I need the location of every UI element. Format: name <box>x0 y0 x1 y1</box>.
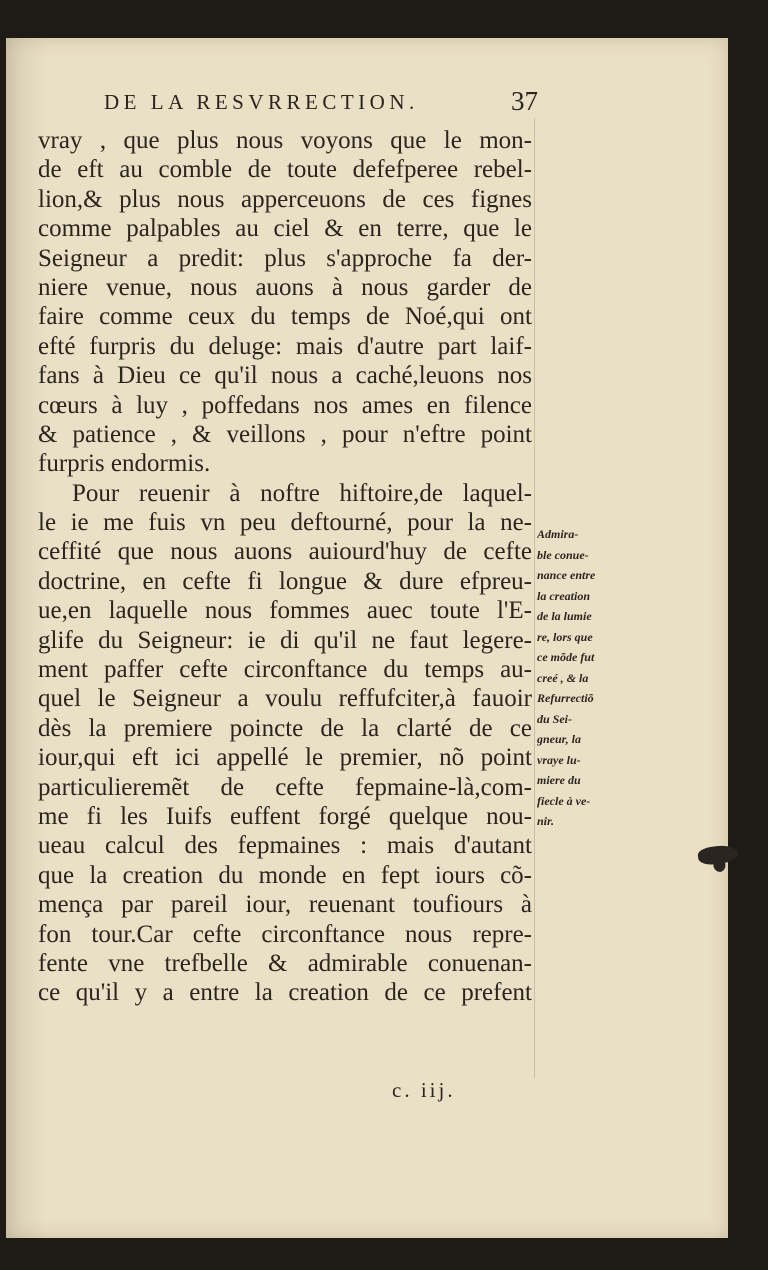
text-line: Seigneur a predit: plus s'approche fa der- <box>38 244 532 272</box>
text-line: particulieremẽt de cefte fepmaine-là,com- <box>38 773 532 801</box>
sidenote-line: de la lumie <box>537 609 592 623</box>
sidenote-line: fiecle à ve- <box>537 793 591 808</box>
text-line: cœurs à luy , poffedans nos ames en filence <box>38 391 532 419</box>
sidenote-line: ble conue- <box>537 547 589 562</box>
text-line: niere venue, nous auons à nous garder de <box>38 273 532 301</box>
running-head: DE LA RESVRRECTION. <box>104 90 419 114</box>
text-line: me fi les Iuifs euffent forgé quelque nou- <box>38 802 532 830</box>
text-line: de eft au comble de toute defefperee rebel- <box>38 156 532 184</box>
sidenote-line: creé , & la <box>537 670 589 685</box>
text-line: faire comme ceux du temps de Noé,qui ont <box>38 303 532 331</box>
sidenote-line: re, lors que <box>537 629 593 644</box>
book-page <box>6 38 728 1238</box>
text-line: ue,en laquelle nous fommes auec toute l'E- <box>38 597 532 625</box>
ink-blot <box>697 843 739 866</box>
text-line: iour,qui eft ici appellé le premier, nõ point <box>38 744 532 772</box>
text-line: & patience , & veillons , pour n'eftre point <box>38 420 532 448</box>
text-line: lion,& plus nous apperceuons de ces fignes <box>38 185 532 213</box>
sidenote-line: du Sei- <box>537 711 573 726</box>
marginal-note <box>537 524 627 832</box>
text-line: ueau calcul des fepmaines : mais d'autant <box>38 832 532 860</box>
text-line: le ie me fuis vn peu deftourné, pour la ne- <box>38 509 532 537</box>
page-header <box>104 86 538 120</box>
sidenote-line: ce mõde fut <box>537 650 595 664</box>
sidenote-line: la creation <box>537 588 590 603</box>
text-line: vray , que plus nous voyons que le mon- <box>38 127 532 154</box>
sidenote-line: gneur, la <box>537 732 582 746</box>
text-line: ce qu'il y a entre la creation de ce prefent <box>38 979 532 1007</box>
text-line: fente vne trefbelle & admirable conuenan- <box>38 949 532 977</box>
text-line: quel le Seigneur a voulu reffufciter,à fauoir <box>38 685 532 713</box>
sidenote-line: nance entre <box>537 568 596 582</box>
text-line: dès la premiere poincte de la clarté de ce <box>38 714 532 742</box>
text-line: glife du Seigneur: ie di qu'il ne faut legere- <box>38 626 532 654</box>
sidenote-line: miere du <box>537 773 581 787</box>
page-number: 37 <box>511 86 538 116</box>
sidenote-line: vraye lu- <box>537 752 581 767</box>
margin-rule <box>534 118 535 1078</box>
text-line: Pour reuenir à noftre hiftoire,de laquel- <box>72 479 532 507</box>
text-line: furpris endormis. <box>38 450 211 478</box>
text-line: fon tour.Car cefte circonftance nous repre- <box>38 920 532 948</box>
text-line: ment paffer cefte circonftance du temps au- <box>38 656 532 684</box>
text-line: efté furpris du deluge: mais d'autre part laif- <box>38 332 532 360</box>
text-line: mença par pareil iour, reuenant toufiours à <box>38 891 532 919</box>
signature-mark: c. iij. <box>392 1078 456 1102</box>
sidenote-line: Refurrectiõ <box>537 691 594 705</box>
text-line: que la creation du monde en fept iours cõ- <box>38 861 532 889</box>
main-text <box>38 126 532 1008</box>
sidenote-line: Admira- <box>537 527 579 541</box>
text-line: doctrine, en cefte fi longue & dure efpreu- <box>38 567 532 595</box>
text-line: fans à Dieu ce qu'il nous a caché,leuons nos <box>38 362 532 390</box>
sidenote-line: nir. <box>537 814 555 828</box>
text-line: comme palpables au ciel & en terre, que le <box>38 215 532 243</box>
text-line: ceffité que nous auons auiourd'huy de cefte <box>38 538 532 566</box>
